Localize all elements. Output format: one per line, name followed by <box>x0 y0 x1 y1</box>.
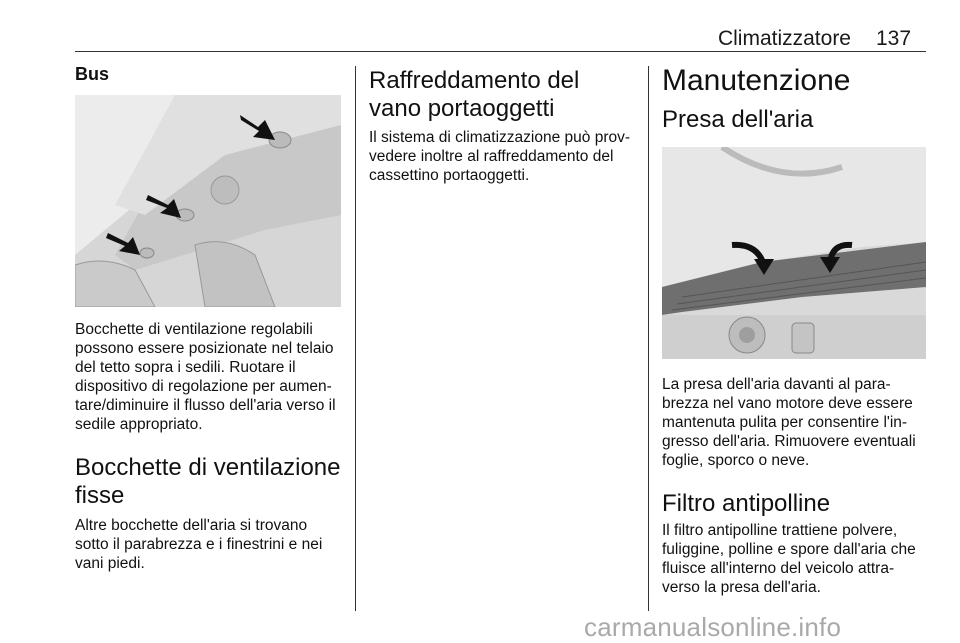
pollen-filter-paragraph: Il filtro antipolline trattiene polvere, fuliggine, polline e spore dall'aria che fluisce all'interno del veicolo attra-verso la presa dell'aria. <box>662 522 916 596</box>
section-label-bus: Bus <box>75 64 110 84</box>
watermark-text: carmanualsonline.info <box>584 612 842 642</box>
column-divider-1 <box>355 66 356 611</box>
header-rule <box>75 51 926 52</box>
air-intake-paragraph: La presa dell'aria davanti al para-brezza nel vano motore deve essere mantenuta pulita per consentire l'in-gresso dell'aria. Rimuovere eventuali foglie, sporco o neve. <box>662 376 916 469</box>
fixed-vents-paragraph: Altre bocchette dell'aria si trovano sotto il parabrezza e i finestrini e nei vani piedi. <box>75 517 323 572</box>
bus-vents-paragraph: Bocchette di ventilazione regolabili possono essere posizionate nel telaio del tetto sopra i sedili. Ruotare il dispositivo di regolazione per aumen-tare/diminuire il flusso dell'aria verso il sedile appropriato. <box>75 321 336 433</box>
column-divider-2 <box>648 66 649 611</box>
heading-glovebox-cooling: Raffreddamento del vano portaoggetti <box>369 67 580 122</box>
heading-maintenance: Manutenzione <box>662 64 851 97</box>
air-intake-illustration <box>662 147 926 359</box>
heading-air-intake: Presa dell'aria <box>662 106 814 133</box>
heading-pollen-filter: Filtro antipolline <box>662 490 831 517</box>
column-2 <box>369 67 635 185</box>
page-number: 137 <box>876 27 912 50</box>
column-3 <box>662 64 928 597</box>
page-header-title: Climatizzatore <box>717 27 851 50</box>
glovebox-cooling-paragraph: Il sistema di climatizzazione può prov-vedere inoltre al raffreddamento del cassettino portaoggetti. <box>369 129 631 184</box>
roof-vents-illustration <box>75 95 341 307</box>
heading-fixed-vents: Bocchette di ventilazione fisse <box>75 454 341 509</box>
column-1 <box>75 62 341 573</box>
